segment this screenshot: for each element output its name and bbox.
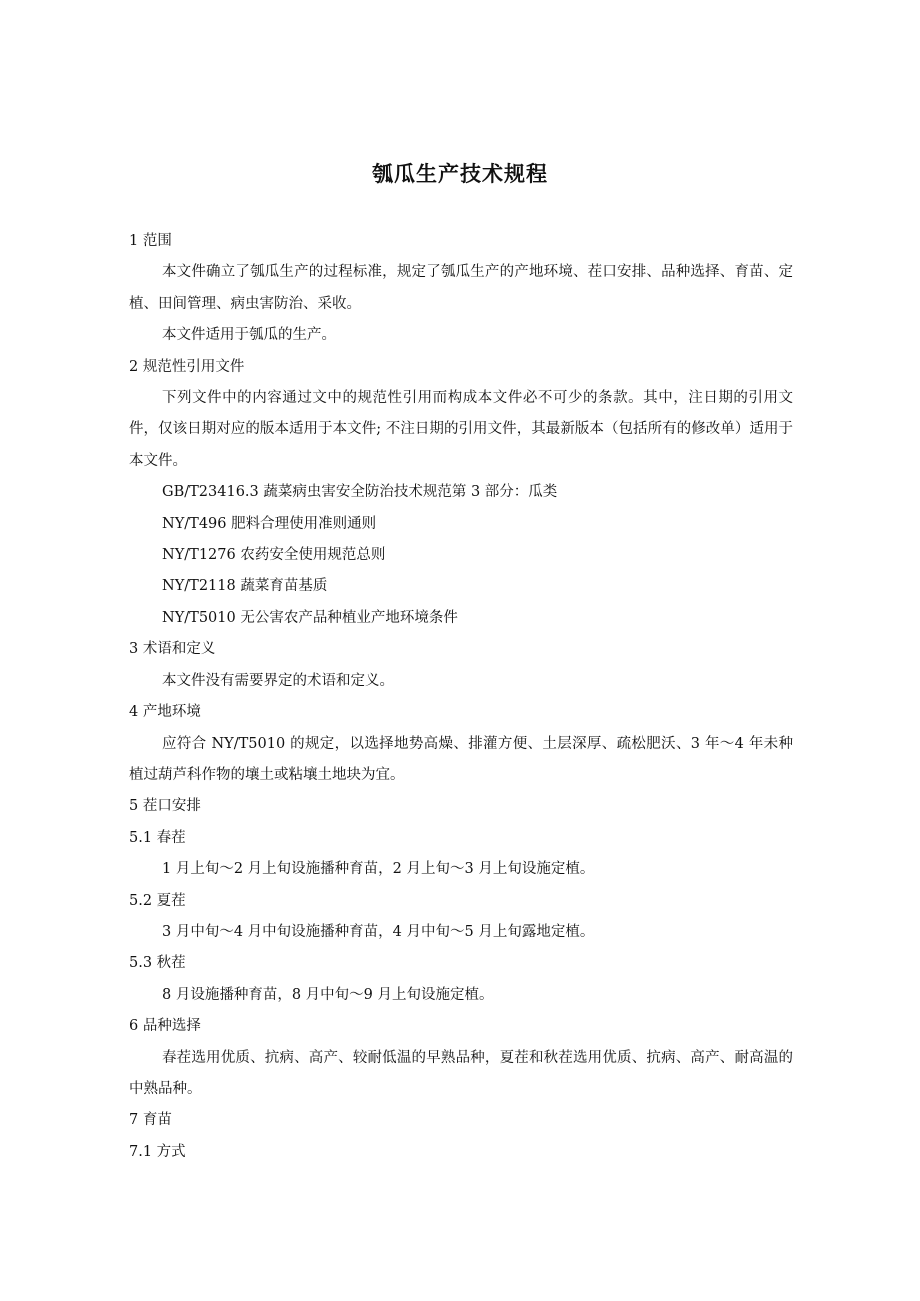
section-heading-seedling: 7 育苗 — [129, 1112, 172, 1129]
section-heading-cropping: 5 茬口安排 — [129, 798, 201, 815]
reference-item: GB/T23416.3 蔬菜病虫害安全防治技术规范第 3 部分：瓜类 — [162, 484, 558, 501]
paragraph: 1 月上旬～2 月上旬设施播种育苗，2 月上旬～3 月上旬设施定植。 — [162, 861, 595, 878]
paragraph: 春茬选用优质、抗病、高产、较耐低温的早熟品种，夏茬和秋茬选用优质、抗病、高产、耐高温的中熟品种。 — [129, 1049, 793, 1097]
subsection-heading-spring: 5.1 春茬 — [129, 829, 186, 846]
paragraph: 本文件适用于瓠瓜的生产。 — [162, 327, 336, 344]
paragraph: 本文件确立了瓠瓜生产的过程标准，规定了瓠瓜生产的产地环境、茬口安排、品种选择、育苗、定植、田间管理、病虫害防治、采收。 — [129, 264, 793, 312]
section-heading-variety: 6 品种选择 — [129, 1018, 201, 1035]
section-heading-normative-references: 2 规范性引用文件 — [129, 358, 245, 375]
section-heading-scope: 1 范围 — [129, 233, 172, 249]
subsection-heading-autumn: 5.3 秋茬 — [129, 955, 186, 972]
reference-item: NY/T496 肥料合理使用准则通则 — [162, 515, 377, 532]
paragraph: 下列文件中的内容通过文中的规范性引用而构成本文件必不可少的条款。其中，注日期的引用文件，仅该日期对应的版本适用于本文件; 不注日期的引用文件，其最新版本（包括所有的修改单）适用于本文件。 — [129, 390, 793, 469]
subsection-heading-method: 7.1 方式 — [129, 1143, 186, 1160]
paragraph: 本文件没有需要界定的术语和定义。 — [162, 672, 394, 689]
section-heading-terms: 3 术语和定义 — [129, 641, 216, 658]
paragraph: 8 月设施播种育苗，8 月中旬～9 月上旬设施定植。 — [162, 986, 494, 1003]
reference-item: NY/T5010 无公害农产品种植业产地环境条件 — [162, 609, 458, 626]
reference-item: NY/T1276 农药安全使用规范总则 — [162, 547, 386, 564]
paragraph: 应符合 NY/T5010 的规定，以选择地势高燥、排灌方便、土层深厚、疏松肥沃、3 年～4 年未种植过葫芦科作物的壤土或粘壤土地块为宜。 — [129, 735, 793, 783]
document-title: 瓠瓜生产技术规程 — [372, 162, 548, 186]
paragraph: 3 月中旬～4 月中旬设施播种育苗，4 月中旬～5 月上旬露地定植。 — [162, 923, 595, 940]
section-heading-environment: 4 产地环境 — [129, 704, 201, 721]
reference-item: NY/T2118 蔬菜育苗基质 — [162, 578, 328, 595]
document-body — [129, 226, 793, 1168]
subsection-heading-summer: 5.2 夏茬 — [129, 892, 186, 909]
